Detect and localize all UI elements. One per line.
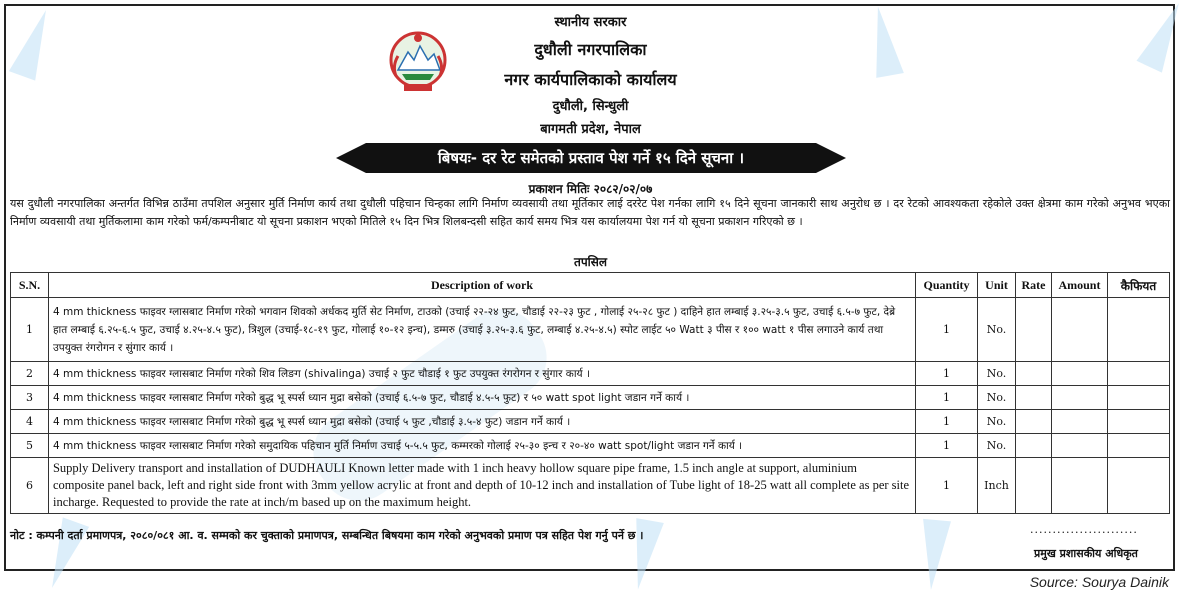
row-quantity: 1 bbox=[916, 362, 978, 386]
subject-text: बिषयः- दर रेट समेतको प्रस्ताव पेश गर्ने १५ दिने सूचना । bbox=[437, 149, 745, 167]
row-remarks bbox=[1107, 410, 1169, 434]
row-amount bbox=[1051, 386, 1107, 410]
header-remarks: कैफियत bbox=[1107, 273, 1169, 298]
subject-banner bbox=[336, 143, 846, 173]
header-rate: Rate bbox=[1016, 273, 1052, 298]
row-rate bbox=[1016, 298, 1052, 362]
row-sn: 1 bbox=[11, 298, 49, 362]
row-unit: No. bbox=[978, 386, 1016, 410]
row-remarks bbox=[1107, 458, 1169, 514]
works-table bbox=[10, 272, 1170, 514]
table-row bbox=[11, 458, 1170, 514]
table-header-row bbox=[11, 273, 1170, 298]
header-description: Description of work bbox=[48, 273, 915, 298]
intro-paragraph: यस दुधौली नगरपालिका अन्तर्गत विभिन्न ठाउँमा तपशिल अनुसार मुर्ति निर्माण कार्य तथा दुधौली पहिचान चिन्हका लागि निर्माण व्यवसायी तथा मूर्तिकार लाई दररेट पेश गर्नका लागि १५ दिने सूचना जानकारी साथ अनुरोध छ । दर रेटको आवश्यकता रहेकोले उक्त क्षेत्रमा काम गरेको अनुभव भएका निर्माण व्यवसायी तथा मुर्तिकलामा काम गरेको फर्म/कम्पनीबाट यो सूचना प्रकाशन भएको मितिले १५ दिन भित्र शिलबन्दसी सहित कार्य समय भित्र यस कार्यालयमा पेश गर्न यो सूचना प्रकाशन गरिएको छ । bbox=[10, 197, 1170, 228]
row-description: 4 mm thickness फाइवर ग्लासबाट निर्माण गरेको समुदायिक पहिचान मुर्ति निर्माण उचाई ५-५.५ फुट, कम्मरको गोलाई २५-३० इन्च र २०-४० watt spot/light जडान गर्ने कार्य । bbox=[48, 434, 915, 458]
row-description: 4 mm thickness फाइवर ग्लासबाट निर्माण गरेको भगवान शिवको अर्धकद मुर्ति सेट निर्माण, टाउको (उचाई २२-२४ फुट, चौडाई २२-२३ फुट , गोलाई २५-२८ फुट ) दाहिने हात लम्बाई ३.२५-३.५ फुट, उचाई ६.५-७ फुट, देब्रे हात लम्बाई ६.२५-६.५ फुट, उचाई ४.२५-४.५ फुट), त्रिशुल (उचाई-१८-१९ फुट, गोलाई १०-१२ इन्च), डम्मरु (उचाई ३.२५-३.६ फुट, लम्बाई ४.२५-४.५) स्पोट लाईट ५० Watt ३ पीस र १०० watt १ पीस लगाउने कार्य तथा उपयुक्त रंगरोगन र सुंगार कार्य । bbox=[48, 298, 915, 362]
row-sn: 6 bbox=[11, 458, 49, 514]
row-description: 4 mm thickness फाइवर ग्लासबाट निर्माण गरेको बुद्ध भू स्पर्स ध्यान मुद्रा बसेको (उचाई ५ फुट ,चौडाई ३.५-४ फुट) जडान गर्ने कार्य । bbox=[48, 410, 915, 434]
row-remarks bbox=[1107, 298, 1169, 362]
row-rate bbox=[1016, 434, 1052, 458]
office-address: दुधौली, सिन्धुली bbox=[552, 99, 629, 114]
publication-date: प्रकाशन मितिः २०८२/०२/०७ bbox=[528, 182, 653, 196]
row-unit: No. bbox=[978, 362, 1016, 386]
row-remarks bbox=[1107, 434, 1169, 458]
row-rate bbox=[1016, 458, 1052, 514]
row-quantity: 1 bbox=[916, 458, 978, 514]
row-rate bbox=[1016, 362, 1052, 386]
note-text: नोट : कम्पनी दर्ता प्रमाणपत्र, २०८०/०८१ आ. व. सम्मको कर चुक्ताको प्रमाणपत्र, सम्बन्धित बिषयमा काम गरेको अनुभवको प्रमाण पत्र सहित पेश गर्नु पर्ने छ । bbox=[10, 529, 644, 542]
province-name: बागमती प्रदेश, नेपाल bbox=[540, 122, 641, 137]
row-remarks bbox=[1107, 362, 1169, 386]
row-unit: No. bbox=[978, 434, 1016, 458]
row-sn: 2 bbox=[11, 362, 49, 386]
row-amount bbox=[1051, 458, 1107, 514]
row-sn: 4 bbox=[11, 410, 49, 434]
header-sn: S.N. bbox=[11, 273, 49, 298]
row-description: 4 mm thickness फाइवर ग्लासबाट निर्माण गरेको बुद्ध भू स्पर्स ध्यान मुद्रा बसेको (उचाई ६.५-७ फुट, चौडाई ४.५-५ फुट) र ५० watt spot light जडान गर्ने कार्य । bbox=[48, 386, 915, 410]
header-amount: Amount bbox=[1051, 273, 1107, 298]
table-row bbox=[11, 298, 1170, 362]
row-unit: No. bbox=[978, 410, 1016, 434]
signature-line: ........................ bbox=[1030, 523, 1138, 536]
row-quantity: 1 bbox=[916, 298, 978, 362]
office-name: नगर कार्यपालिकाको कार्यालय bbox=[504, 70, 677, 89]
header-unit: Unit bbox=[978, 273, 1016, 298]
header-quantity: Quantity bbox=[916, 273, 978, 298]
row-amount bbox=[1051, 362, 1107, 386]
row-unit: No. bbox=[978, 298, 1016, 362]
row-quantity: 1 bbox=[916, 410, 978, 434]
table-row bbox=[11, 362, 1170, 386]
source-credit: Source: Sourya Dainik bbox=[1029, 574, 1169, 590]
municipality-name: दुधौली नगरपालिका bbox=[534, 40, 647, 59]
row-sn: 5 bbox=[11, 434, 49, 458]
schedule-title: तपसिल bbox=[573, 255, 607, 269]
watermark-arrow-icon bbox=[917, 519, 951, 591]
row-amount bbox=[1051, 434, 1107, 458]
row-amount bbox=[1051, 410, 1107, 434]
signatory-title: प्रमुख प्रशासकीय अधिकृत bbox=[1034, 547, 1138, 560]
row-quantity: 1 bbox=[916, 386, 978, 410]
table-row bbox=[11, 410, 1170, 434]
row-unit: Inch bbox=[978, 458, 1016, 514]
table-row bbox=[11, 386, 1170, 410]
row-rate bbox=[1016, 410, 1052, 434]
local-government-label: स्थानीय सरकार bbox=[554, 15, 627, 30]
row-rate bbox=[1016, 386, 1052, 410]
row-remarks bbox=[1107, 386, 1169, 410]
row-description: 4 mm thickness फाइवर ग्लासबाट निर्माण गरेको शिव लिङग (shivalinga) उचाई २ फुट चौडाई १ फुट उपयुक्त रंगरोगन र सुंगार कार्य । bbox=[48, 362, 915, 386]
row-amount bbox=[1051, 298, 1107, 362]
row-quantity: 1 bbox=[916, 434, 978, 458]
table-row bbox=[11, 434, 1170, 458]
row-sn: 3 bbox=[11, 386, 49, 410]
nepal-emblem-icon bbox=[388, 30, 448, 94]
row-description: Supply Delivery transport and installation of DUDHAULI Known letter made with 1 inch heavy hollow square pipe frame, 1.5 inch angle at support, aluminium composite panel back, left and right side front with 3mm yellow acrylic at front and depth of 10-12 inch and installation of Tube light of 18-25 watt all complete as per site incharge. Requested to provide the rate at inch/m based up on the maximum height. bbox=[48, 458, 915, 514]
